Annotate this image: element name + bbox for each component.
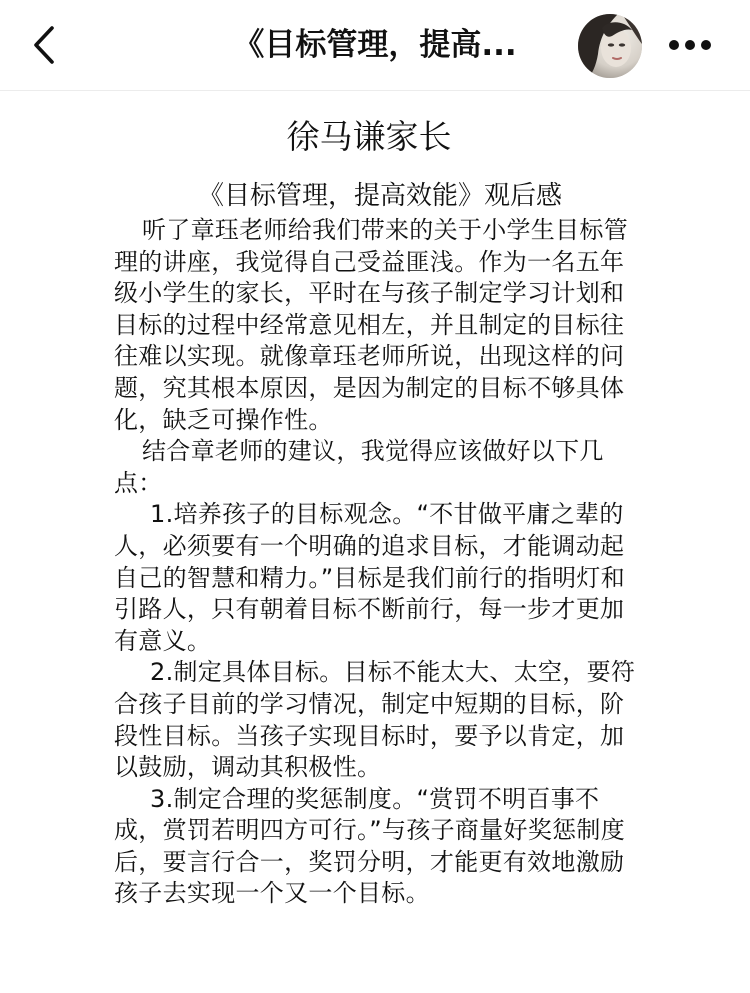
article-author-title: 徐马谦家长 bbox=[286, 117, 452, 156]
page-title: 《目标管理，提高... bbox=[233, 27, 517, 63]
back-button[interactable] bbox=[24, 22, 64, 68]
more-dots-icon bbox=[668, 39, 712, 51]
avatar-portrait-image bbox=[578, 14, 642, 78]
paragraph-points-lead: 结合章老师的建议，我觉得应该做好以下几点： bbox=[114, 437, 604, 497]
paragraph-point-1: 1.培养孩子的目标观念。“不甘做平庸之辈的人，必须要有一个明确的追求目标，才能调动起自己的智慧和精力。”目标是我们前行的指明灯和引路人，只有朝着目标不断前行，每一步才更加有意义。 bbox=[114, 500, 626, 655]
article-body bbox=[114, 215, 639, 910]
more-options-button[interactable] bbox=[660, 28, 720, 62]
avatar[interactable] bbox=[578, 14, 642, 78]
paragraph-point-3: 3.制定合理的奖惩制度。“赏罚不明百事不成，赏罚若明四方可行。”与孩子商量好奖惩制度后，要言行合一，奖罚分明，才能更有效地激励孩子去实现一个又一个目标。 bbox=[114, 784, 626, 908]
top-nav-bar bbox=[0, 0, 750, 91]
paragraph-intro: 听了章珏老师给我们带来的关于小学生目标管理的讲座，我觉得自己受益匪浅。作为一名五年级小学生的家长，平时在与孩子制定学习计划和目标的过程中经常意见相左，并且制定的目标往往难以实现。就像章珏老师所说，出现这样的问题，究其根本原因，是因为制定的目标不够具体化，缺乏可操作性。 bbox=[114, 216, 628, 434]
back-chevron-icon bbox=[32, 25, 56, 65]
paragraph-point-2: 2.制定具体目标。目标不能太大、太空，要符合孩子目前的学习情况，制定中短期的目标，阶段性目标。当孩子实现目标时，要予以肯定，加以鼓励，调动其积极性。 bbox=[114, 658, 636, 782]
article-content bbox=[0, 91, 750, 993]
article-subtitle: 《目标管理，提高效能》观后感 bbox=[197, 181, 562, 211]
